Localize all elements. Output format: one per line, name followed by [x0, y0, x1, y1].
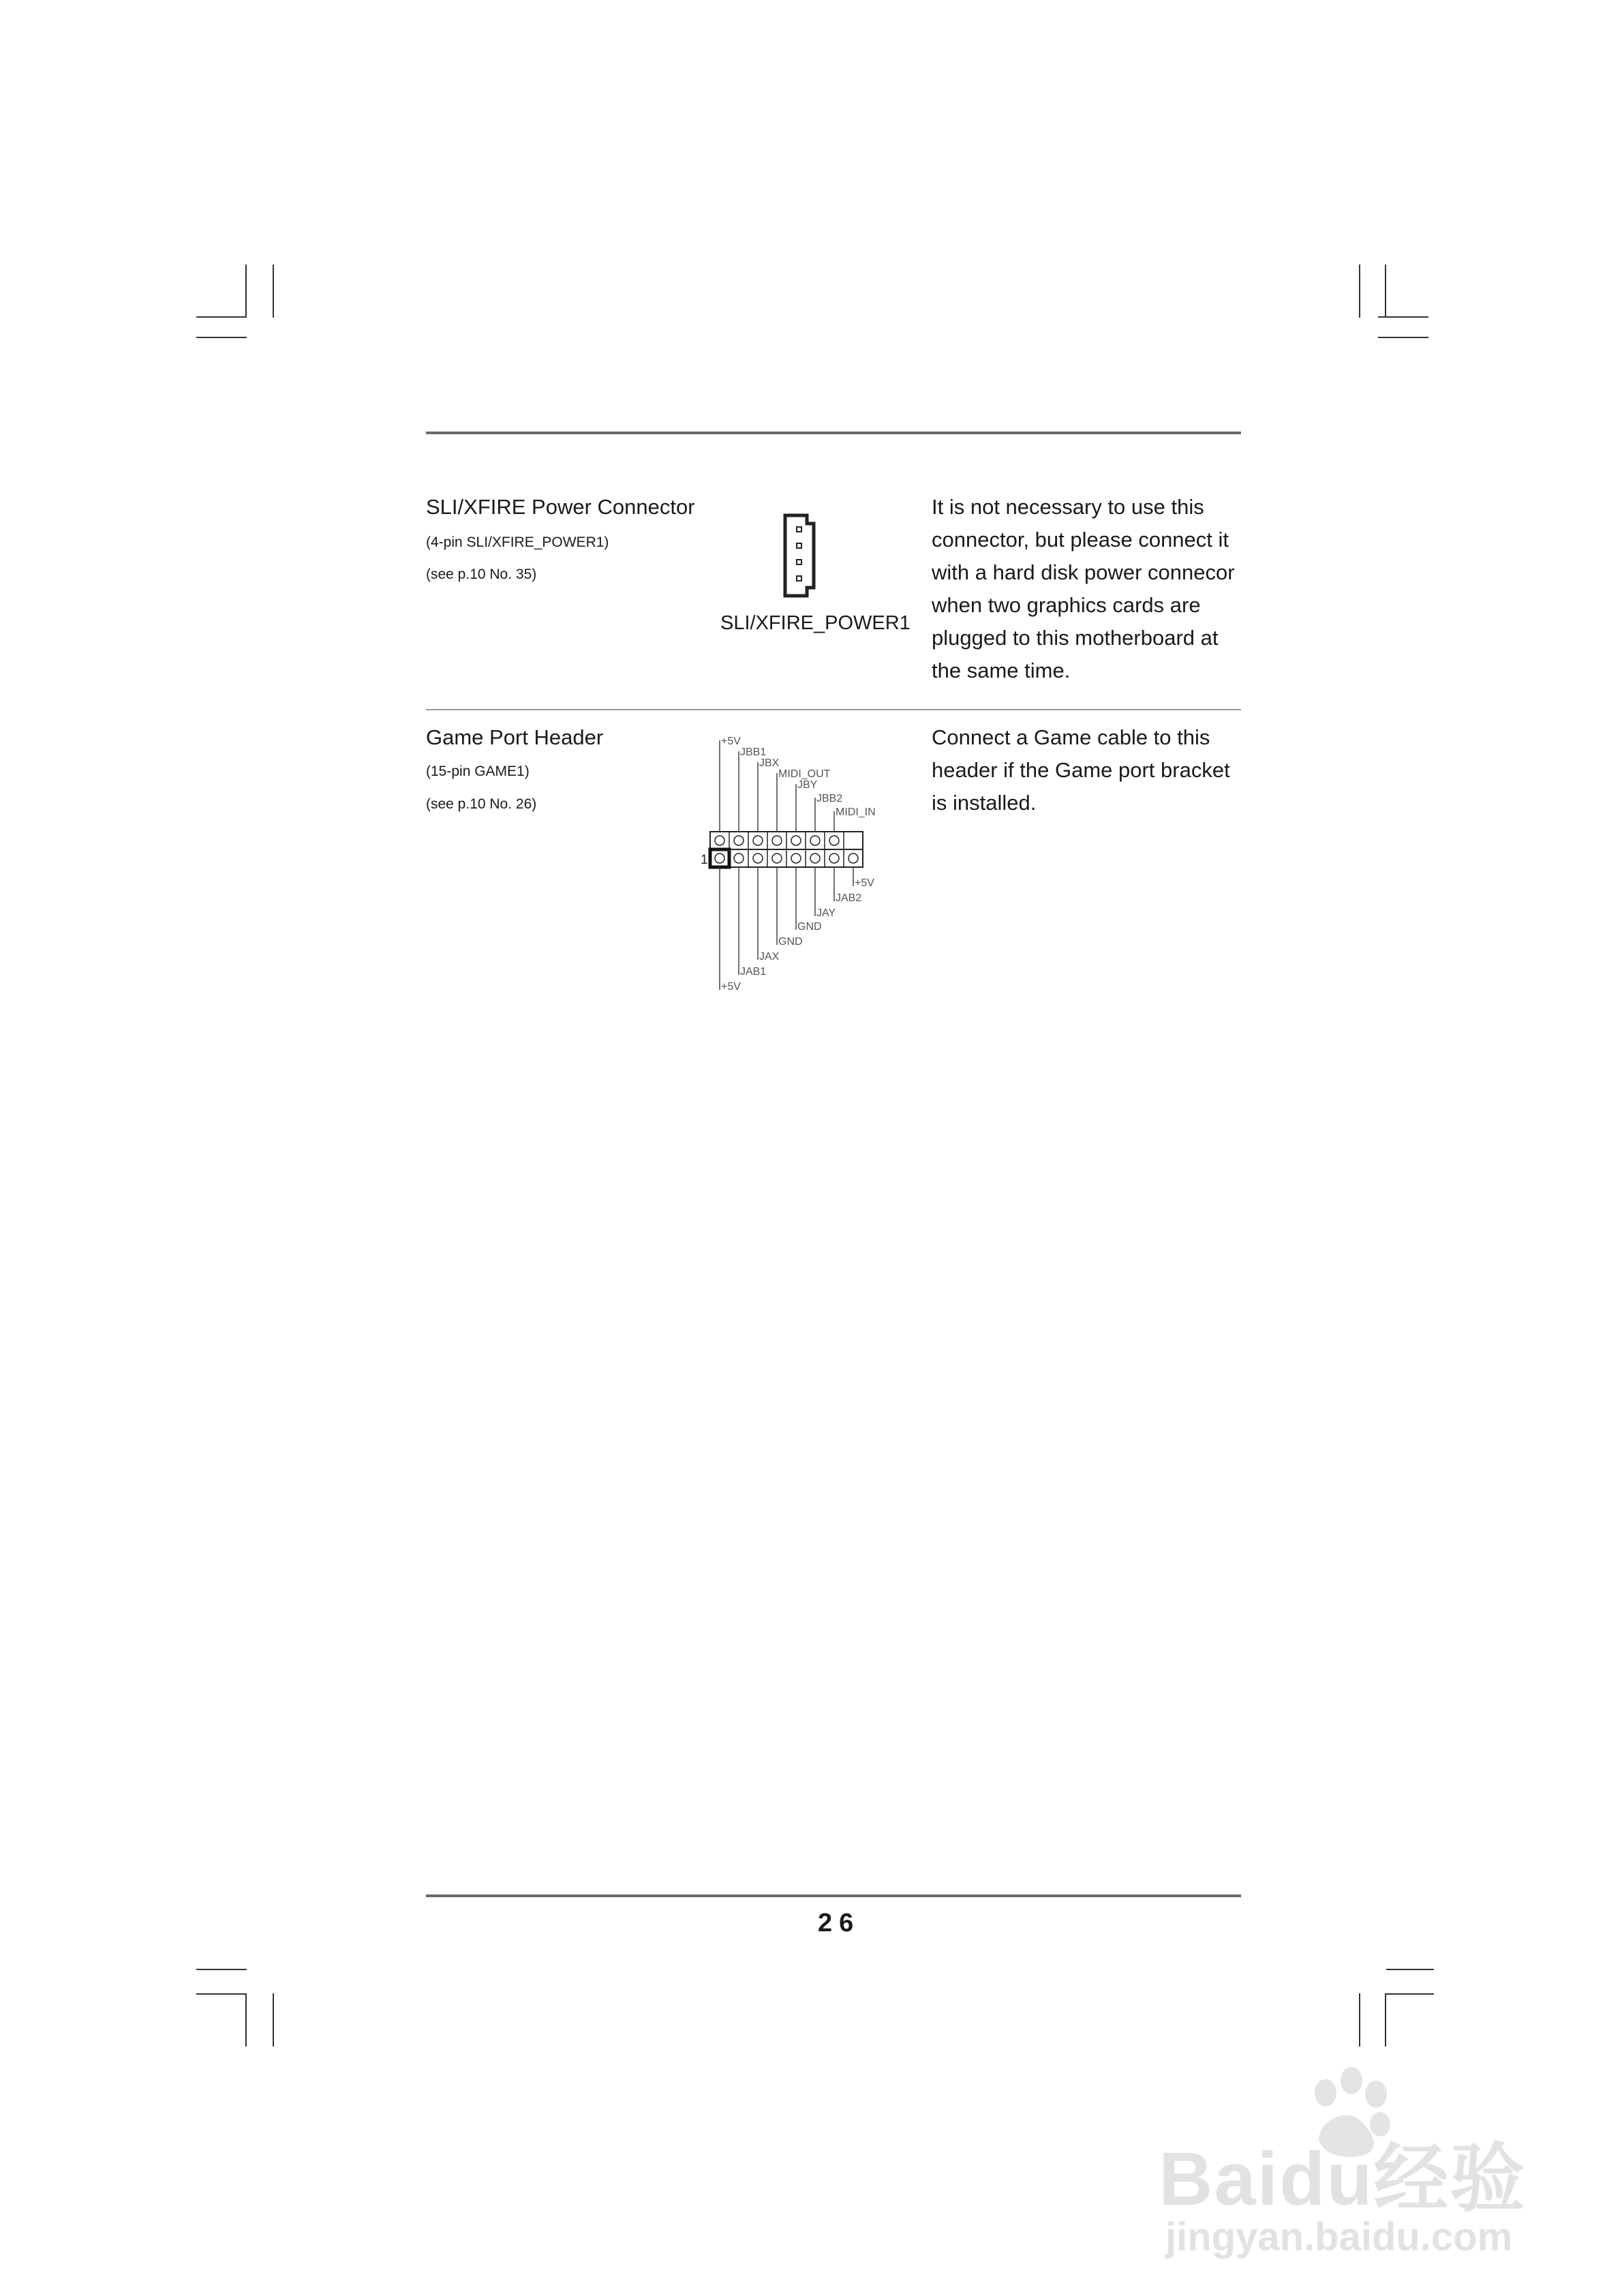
header-rule — [426, 432, 1241, 434]
crop-mark — [196, 1993, 247, 1995]
section-description — [932, 491, 1245, 687]
connector-caption: SLI/XFIRE_POWER1 — [720, 612, 911, 634]
watermark-brand: Baidu经验 — [1159, 2137, 1527, 2221]
header-pin — [829, 854, 839, 863]
crop-mark — [1386, 1969, 1434, 1970]
section-reference: (see p.10 No. 26) — [426, 796, 537, 812]
pin-label: JBX — [759, 757, 780, 769]
section-title: Game Port Header — [426, 725, 604, 749]
pin-label: JAY — [816, 907, 836, 919]
connector-pin — [797, 543, 801, 548]
header-pin — [791, 836, 801, 845]
description-line: with a hard disk power connecor — [932, 560, 1235, 584]
crop-mark — [245, 1993, 247, 2046]
pin-label: MIDI_IN — [836, 806, 876, 818]
description-line: plugged to this motherboard at — [932, 626, 1219, 650]
pin-label: JBB2 — [816, 793, 843, 804]
section-description — [932, 721, 1245, 819]
pin-one-marker — [710, 849, 729, 867]
section-reference: (see p.10 No. 35) — [426, 567, 537, 582]
pin-label: +5V — [855, 877, 874, 889]
connector-pin — [797, 527, 801, 532]
description-line: Connect a Game cable to this — [932, 725, 1210, 749]
header-pin — [734, 854, 744, 863]
pin-label: JAX — [759, 951, 780, 963]
watermark-url: jingyan.baidu.com — [1165, 2215, 1513, 2259]
pin-label: JAB1 — [740, 966, 767, 978]
connector-pin — [797, 560, 801, 564]
header-pin — [810, 854, 820, 863]
pin-label: JBB1 — [740, 746, 767, 758]
pin-label: GND — [797, 921, 822, 933]
section-title: SLI/XFIRE Power Connector — [426, 495, 695, 519]
pin-label: +5V — [721, 736, 741, 747]
crop-mark — [196, 337, 247, 338]
description-line: connector, but please connect it — [932, 528, 1229, 552]
header-pin — [829, 836, 839, 845]
description-line: the same time. — [932, 659, 1071, 682]
section-subtitle: (15-pin GAME1) — [426, 764, 530, 779]
description-line: It is not necessary to use this — [932, 495, 1204, 519]
pin-label: GND — [778, 936, 803, 948]
power-connector-diagram — [782, 513, 818, 599]
header-pin — [772, 854, 782, 863]
crop-mark — [1385, 1993, 1386, 2046]
header-pin — [715, 854, 724, 863]
section-subtitle: (4-pin SLI/XFIRE_POWER1) — [426, 534, 609, 550]
crop-mark — [196, 316, 247, 318]
crop-mark — [273, 265, 274, 318]
crop-mark — [245, 265, 247, 318]
header-pin — [848, 854, 858, 863]
pin-label: JBY — [797, 779, 818, 791]
pin-one-label: 1 — [701, 853, 708, 867]
header-pin — [715, 836, 724, 845]
description-line: when two graphics cards are — [932, 593, 1201, 617]
crop-mark — [1386, 1993, 1434, 1995]
crop-mark — [1359, 265, 1360, 318]
description-line: is installed. — [932, 791, 1037, 815]
crop-mark — [1385, 265, 1386, 318]
header-pin — [772, 836, 782, 845]
header-pin — [791, 854, 801, 863]
footer-rule — [426, 1894, 1241, 1897]
crop-mark — [1378, 337, 1428, 338]
section-divider — [426, 709, 1241, 710]
header-pin — [753, 836, 763, 845]
pin-label: +5V — [721, 981, 741, 993]
connector-pin — [797, 576, 801, 581]
crop-mark — [1359, 1993, 1360, 2046]
pin-label: MIDI_OUT — [778, 768, 831, 780]
crop-mark — [196, 1969, 247, 1970]
header-pin — [734, 836, 744, 845]
pin-label: JAB2 — [836, 892, 862, 904]
game-port-pinout-diagram — [695, 729, 913, 995]
description-line: header if the Game port bracket — [932, 758, 1230, 782]
crop-mark — [273, 1993, 274, 2046]
page-number: 26 — [818, 1909, 861, 1937]
header-pin — [753, 854, 763, 863]
header-pin — [810, 836, 820, 845]
